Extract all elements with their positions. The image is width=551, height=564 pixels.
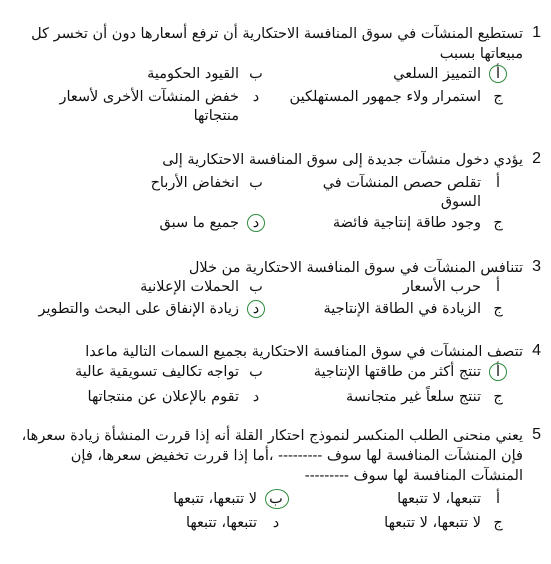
option-text: وجود طاقة إنتاجية فائضة — [332, 215, 481, 231]
option-text: تواجه تكاليف تسويقية عالية — [74, 364, 239, 380]
option-letter: أ — [495, 279, 501, 295]
option-letter: د — [252, 215, 260, 231]
option-letter: ب — [249, 364, 263, 380]
question-stem: يعني منحنى الطلب المنكسر لنموذج احتكار القلة أنه إذا قررت المنشأة زيادة سعرها، فإن المنشآت المنافسة لها سوف --------- ،أما إذا قررت تخفيض سعرها، فإن المنشآت المنافسة لها سوف --------- — [21, 428, 523, 484]
question-number: 5 — [532, 426, 541, 443]
option-text: تقلص حصص المنشآت في السوق — [322, 175, 481, 210]
answer-circle-icon — [489, 65, 507, 83]
question-stem: تتصف المنشآت في سوق المنافسة الاحتكارية بجميع السمات التالية ماعدا — [85, 344, 523, 360]
option-text: تتبعها، لا تتبعها — [397, 491, 481, 507]
answer-circle-icon — [247, 214, 265, 232]
option-letter: أ — [495, 66, 501, 82]
option-letter: د — [252, 89, 260, 105]
option-letter: أ — [495, 175, 501, 191]
option-text: انخفاض الأرباح — [150, 175, 239, 191]
question-number: 2 — [532, 150, 541, 167]
option-text: القيود الحكومية — [147, 66, 239, 82]
option-letter: أ — [495, 491, 501, 507]
option-text: جميع ما سبق — [159, 215, 239, 231]
question-stem: يؤدي دخول منشآت جديدة إلى سوق المنافسة الاحتكارية إلى — [162, 152, 523, 168]
option-letter: ج — [493, 215, 503, 231]
option-letter: ج — [493, 301, 503, 317]
option-text: لا تتبعها، لا تتبعها — [384, 515, 481, 531]
option-text: تنتج سلعاً غير متجانسة — [346, 389, 481, 405]
option-text: الزيادة في الطاقة الإنتاجية — [323, 301, 481, 317]
answer-circle-icon — [489, 363, 507, 381]
question-number: 1 — [532, 24, 541, 41]
option-letter: أ — [495, 364, 501, 380]
option-letter: ج — [493, 515, 503, 531]
option-text: زيادة الإنفاق على البحث والتطوير — [38, 301, 239, 317]
option-text: استمرار ولاء جمهور المستهلكين — [289, 89, 481, 105]
question-number: 3 — [532, 258, 541, 275]
option-letter: د — [272, 515, 280, 531]
option-letter: ب — [249, 279, 263, 295]
option-letter: ب — [249, 66, 263, 82]
option-text: تنتج أكثر من طاقتها الإنتاجية — [313, 364, 481, 380]
option-text: الحملات الإعلانية — [140, 279, 239, 295]
option-text: لا تتبعها، تتبعها — [173, 491, 257, 507]
option-letter: د — [252, 389, 260, 405]
option-text: تقوم بالإعلان عن منتجاتها — [87, 389, 239, 405]
answer-circle-icon — [265, 489, 289, 509]
answer-circle-icon — [247, 300, 265, 318]
option-letter: ج — [493, 389, 503, 405]
option-text: خفض المنشآت الأخرى لأسعار منتجاتها — [59, 89, 239, 124]
option-letter: د — [252, 301, 260, 317]
option-letter: ب — [249, 175, 263, 191]
option-text: التمييز السلعي — [393, 66, 481, 82]
option-letter: ج — [493, 89, 503, 105]
option-text: تتبعها، تتبعها — [185, 515, 257, 531]
option-text: حرب الأسعار — [402, 279, 481, 295]
question-number: 4 — [532, 342, 541, 359]
question-stem: تتنافس المنشآت في سوق المنافسة الاحتكارية من خلال — [188, 260, 523, 276]
question-stem: تستطيع المنشآت في سوق المنافسة الاحتكارية أن ترفع أسعارها دون أن تخسر كل مبيعاتها بسبب — [31, 26, 523, 62]
option-letter: ب — [269, 491, 283, 507]
